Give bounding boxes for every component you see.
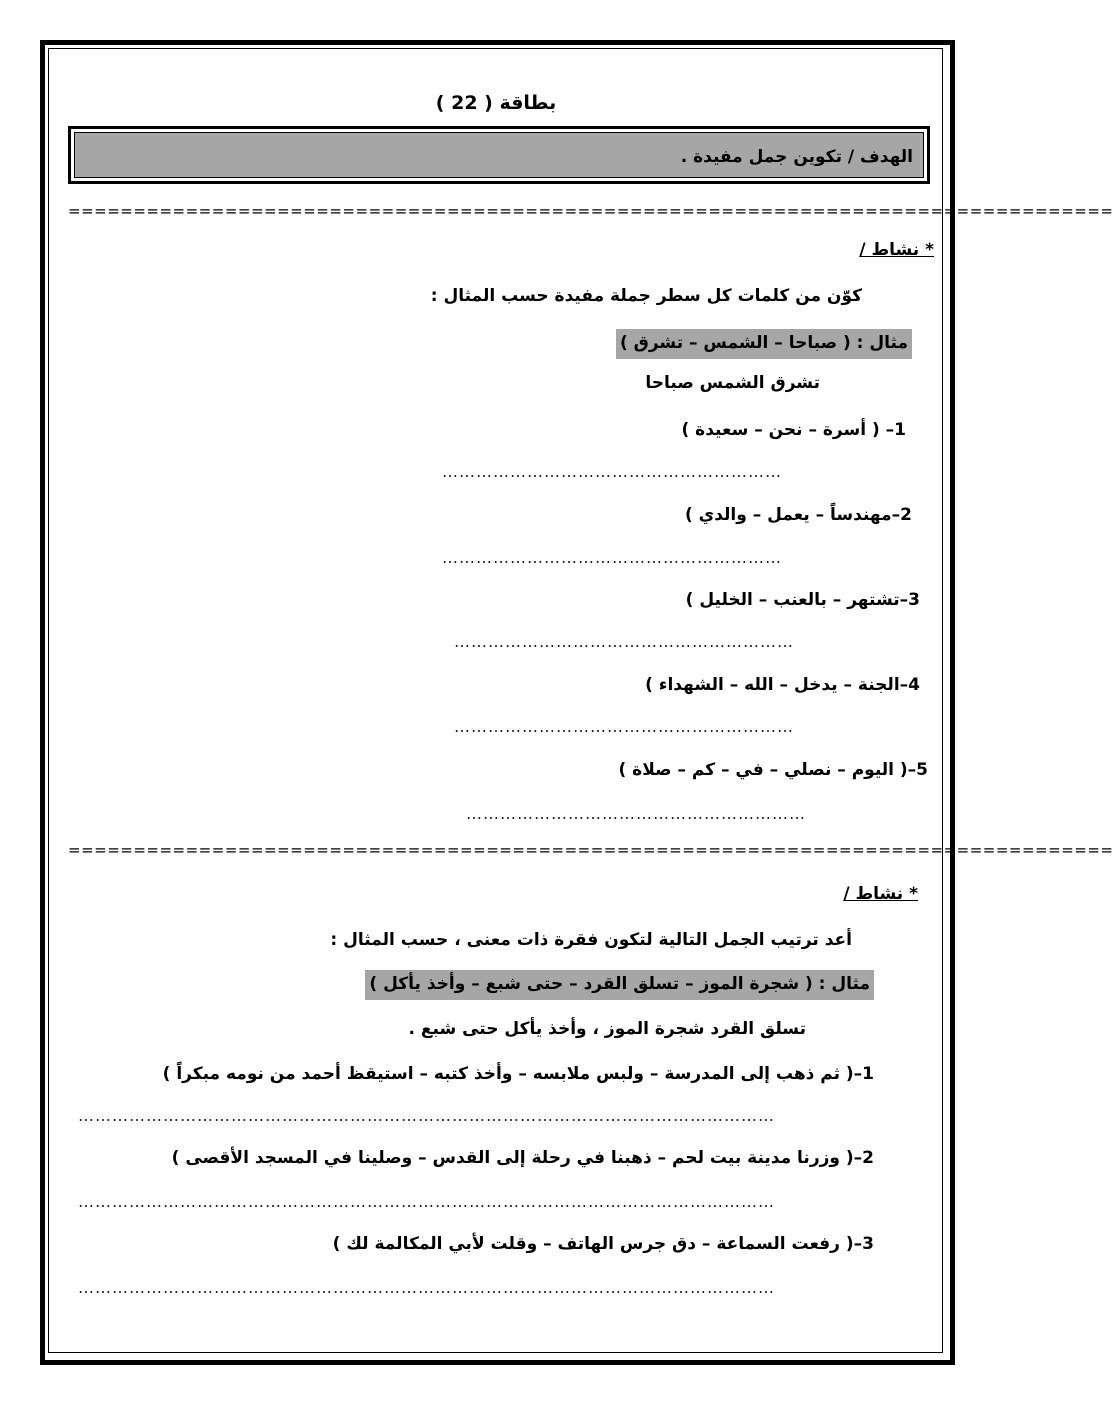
activity2-item: 1–( ثم ذهب إلى المدرسة – ولبس ملابسه – وأخذ كتبه – استيقظ أحمد من نومه مبكراً ): [162, 1064, 874, 1084]
activity2-example: مثال : ( شجرة الموز – تسلق القرد – حتى شبع – وأخذ يأكل ): [365, 970, 874, 1000]
activity1-instruction: كوّن من كلمات كل سطر جملة مفيدة حسب المثال :: [430, 286, 862, 306]
activity2-instruction: أعد ترتيب الجمل التالية لتكون فقرة ذات معنى ، حسب المثال :: [330, 930, 852, 950]
answer-line[interactable]: ……………………………………………………: [466, 804, 806, 823]
activity1-item: 5–( اليوم – نصلي – في – كم – صلاة ): [618, 760, 928, 780]
activity1-example-answer: تشرق الشمس صباحا: [645, 373, 820, 393]
goal-text: الهدف / تكوين جمل مفيدة .: [74, 132, 924, 178]
separator-line: ================================================================================: [68, 202, 1113, 220]
activity1-item: 1– ( أسرة – نحن – سعيدة ): [681, 420, 906, 440]
activity1-item: 4–الجنة – يدخل – الله – الشهداء ): [645, 675, 920, 695]
answer-line[interactable]: ……………………………………………………: [442, 462, 782, 481]
goal-box: [68, 126, 930, 184]
activity2-heading: * نشاط /: [843, 884, 918, 904]
answer-line[interactable]: ……………………………………………………: [454, 717, 794, 736]
answer-line[interactable]: ……………………………………………………………………………………………………………: [78, 1192, 775, 1211]
activity1-example: مثال : ( صباحا – الشمس – تشرق ): [616, 329, 912, 359]
answer-line[interactable]: ……………………………………………………: [442, 548, 782, 567]
activity1-heading: * نشاط /: [859, 240, 934, 260]
activity2-item: 2–( وزرنا مدينة بيت لحم – ذهبنا في رحلة إلى القدس – وصلينا في المسجد الأقصى ): [171, 1148, 874, 1168]
activity2-item: 3–( رفعت السماعة – دق جرس الهاتف – وقلت لأبي المكالمة لك ): [332, 1234, 874, 1254]
separator-line: ================================================================================: [68, 841, 1113, 859]
activity2-example-answer: تسلق القرد شجرة الموز ، وأخذ يأكل حتى شبع .: [408, 1019, 806, 1039]
answer-line[interactable]: ……………………………………………………………………………………………………………: [78, 1278, 775, 1297]
activity1-item: 2–مهندساً – يعمل – والدي ): [684, 505, 912, 525]
card-title: بطاقة ( 22 ): [435, 92, 557, 114]
activity1-item: 3–تشتهر – بالعنب – الخليل ): [685, 590, 920, 610]
answer-line[interactable]: ……………………………………………………………………………………………………………: [78, 1106, 775, 1125]
answer-line[interactable]: ……………………………………………………: [454, 632, 794, 651]
